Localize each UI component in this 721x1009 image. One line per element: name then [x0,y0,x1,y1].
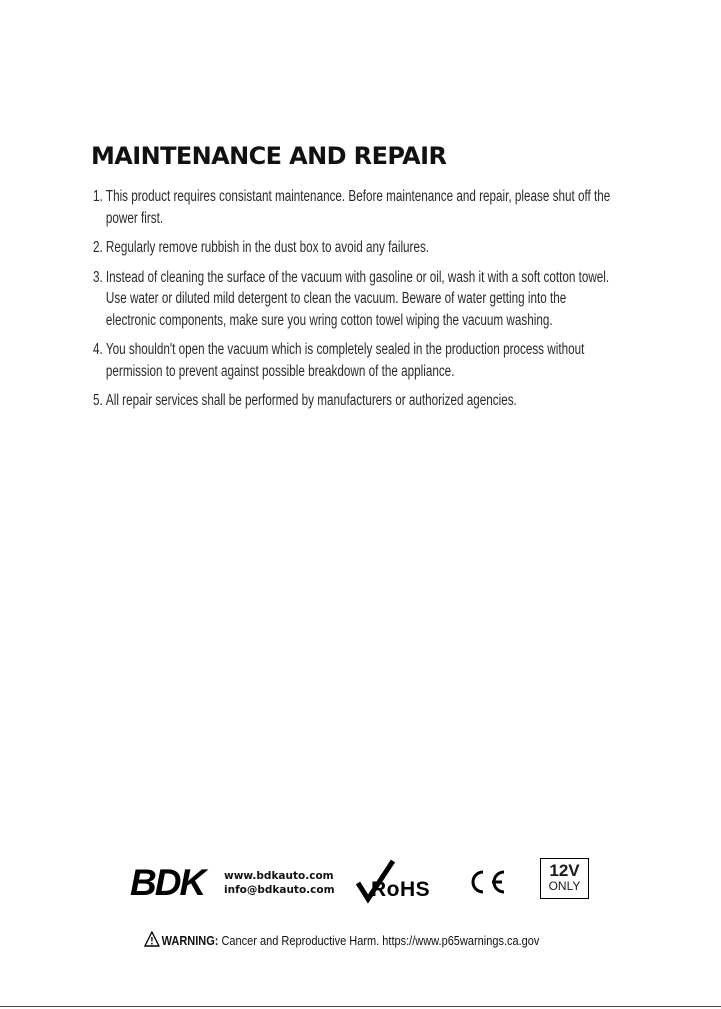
contact-info [224,869,335,897]
item-number: 2. [93,239,103,256]
warning-triangle-icon [144,931,160,947]
item-text: Instead of cleaning the surface of the vacuum with gasoline or oil, wash it with a soft cotton towel. Use water or diluted mild detergent to clean the vacuum. Beware of water getting into the electronic components, make sure you wring cotton towel wiping the vacuum washing. [105,268,610,329]
page-title: MAINTENANCE AND REPAIR [91,142,447,170]
ce-mark-icon [466,869,508,895]
voltage-badge [540,858,589,899]
item-number: 5. [93,392,103,409]
list-item [93,237,615,259]
rohs-logo [355,859,445,910]
item-number: 3. [93,268,103,286]
item-text: This product requires consistant maintenance. Before maintenance and repair, please shut off the power first. [105,188,611,227]
website-link[interactable]: www.bdkauto.com [224,870,334,882]
brand-logo: BDK [130,862,205,903]
list-item [93,267,615,332]
prop65-warning [144,931,539,948]
warning-text: Cancer and Reproductive Harm. https://www.p65warnings.ca.gov [218,934,540,948]
footer-logos [0,855,721,905]
voltage-value: 12V [549,861,580,880]
maintenance-list [93,186,613,420]
item-text: All repair services shall be performed by manufacturers or authorized agencies. [105,392,517,409]
item-number: 1. [93,188,103,205]
page-border [0,1006,721,1007]
list-item [93,339,615,382]
email-link[interactable]: info@bdkauto.com [224,884,335,896]
warning-label: WARNING: [161,934,219,948]
list-item [93,390,615,412]
item-text: Regularly remove rubbish in the dust box to avoid any failures. [105,239,430,256]
list-item [93,186,615,229]
item-text: You shouldn't open the vacuum which is completely sealed in the production process without permission to prevent against possible breakdown of the appliance. [105,341,585,380]
rohs-label: RoHS [371,878,431,901]
voltage-note: ONLY [548,879,581,893]
item-number: 4. [93,341,103,358]
